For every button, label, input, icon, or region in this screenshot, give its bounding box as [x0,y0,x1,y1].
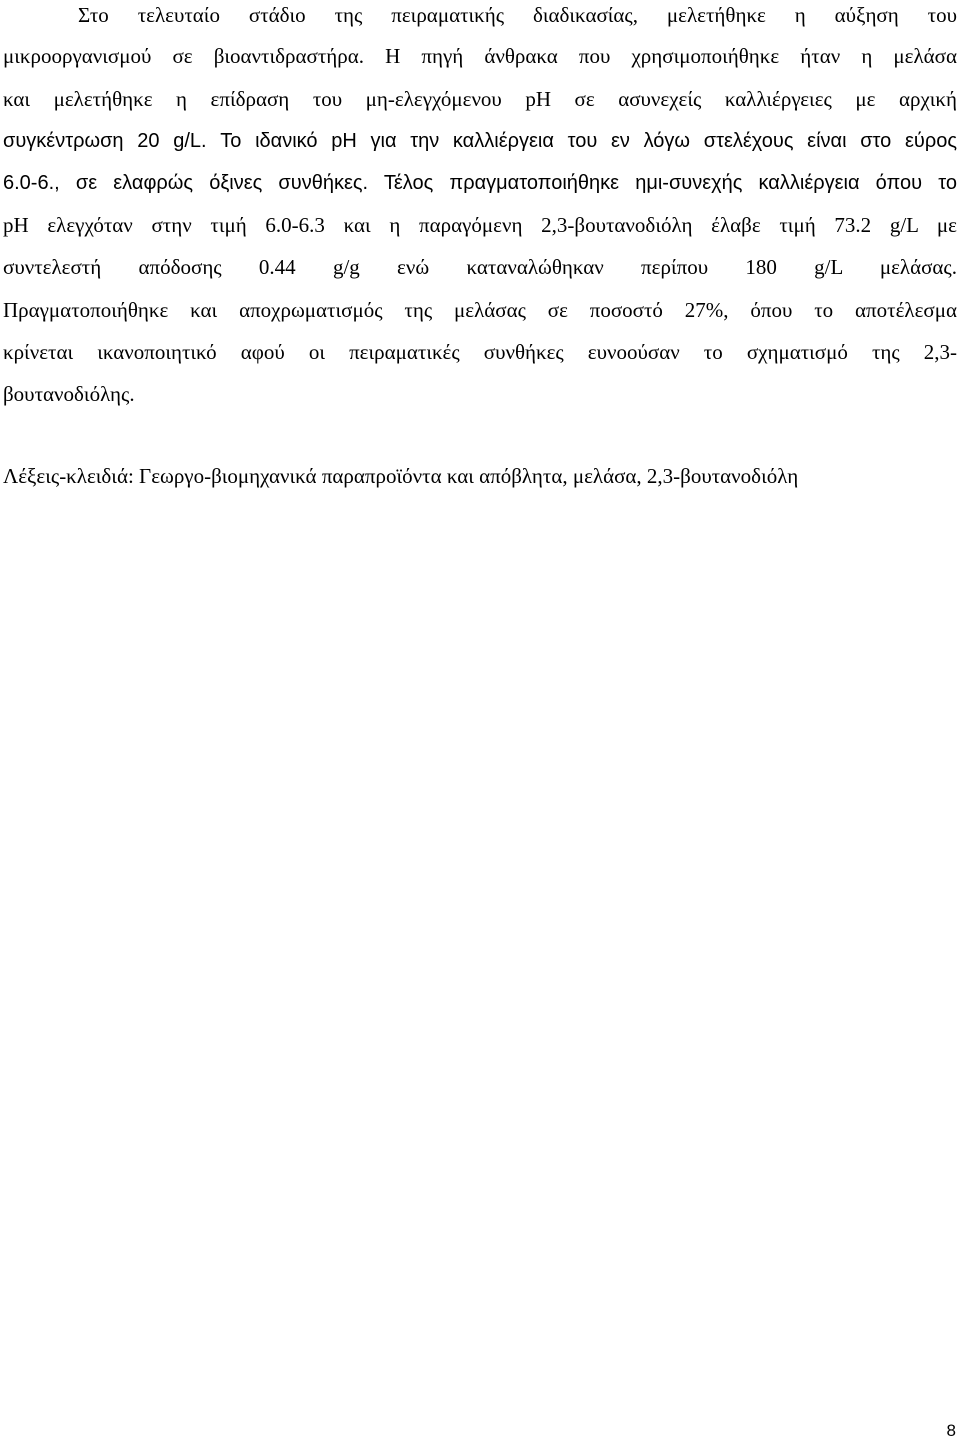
paragraph-line-3: και μελετήθηκε η επίδραση του μη-ελεγχόμενου pH σε ασυνεχείς καλλιέργειες με αρχική [3,87,957,111]
keywords-line: Λέξεις-κλειδιά: Γεωργο-βιομηχανικά παραπροϊόντα και απόβλητα, μελάσα, 2,3-βουτανοδιόλη [3,464,799,488]
paragraph-line-9: κρίνεται ικανοποιητικό αφού οι πειραματικές συνθήκες ευνοούσαν το σχηματισμό της 2,3- [3,340,957,364]
paragraph-line-1: Στο τελευταίο στάδιο της πειραματικής διαδικασίας, μελετήθηκε η αύξηση του [78,3,957,27]
page-number: 8 [946,1421,956,1440]
paragraph-line-10: βουτανοδιόλης. [3,382,135,406]
paragraph-line-2: μικροοργανισμού σε βιοαντιδραστήρα. Η πηγή άνθρακα που χρησιμοποιήθηκε ήταν η μελάσα [3,44,957,68]
paragraph-line-4: συγκέντρωση 20 g/L. Το ιδανικό pH για την καλλιέργεια του εν λόγω στελέχους είναι στο εύρος [3,130,957,152]
paragraph-line-5: 6.0-6., σε ελαφρώς όξινες συνθήκες. Τέλος πραγματοποιήθηκε ημι-συνεχής καλλιέργεια όπου το [3,172,957,194]
paragraph-line-8: Πραγματοποιήθηκε και αποχρωματισμός της μελάσας σε ποσοστό 27%, όπου το αποτέλεσμα [3,298,957,322]
paragraph-line-7: συντελεστή απόδοσης 0.44 g/g ενώ καταναλώθηκαν περίπου 180 g/L μελάσας. [3,255,957,279]
paragraph-line-6: pH ελεγχόταν στην τιμή 6.0-6.3 και η παραγόμενη 2,3-βουτανοδιόλη έλαβε τιμή 73.2 g/L με [3,213,957,237]
